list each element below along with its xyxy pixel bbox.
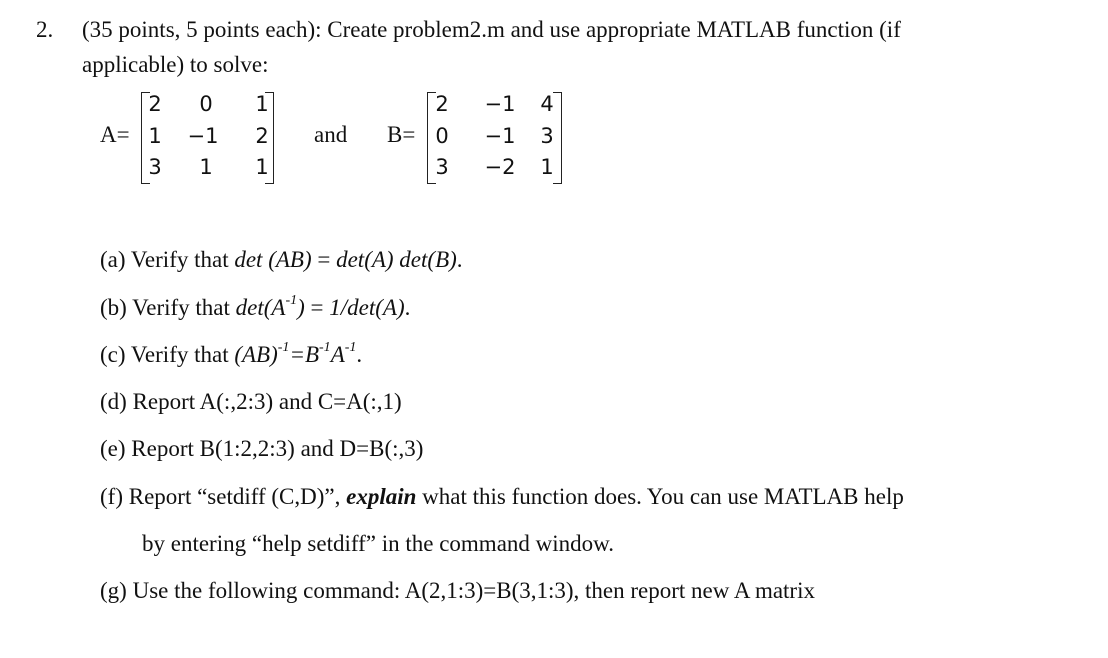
part-a-expr: det (AB) (234, 247, 312, 272)
matrix-b-cell: 4 (540, 92, 554, 116)
part-a (100, 247, 463, 273)
part-f-post: what this function does. You can use MATLAB help (416, 484, 904, 509)
part-c-end: . (356, 342, 363, 367)
matrix-a-cell: 1 (255, 92, 269, 116)
matrix-a-cell: 0 (199, 92, 213, 116)
matrix-b-cell: 2 (435, 92, 449, 116)
part-a-rhs: det(A) det(B) (336, 247, 457, 272)
matrix-a-cell: 1 (255, 155, 269, 179)
part-f (100, 484, 904, 510)
part-a-label: (a) (100, 247, 126, 272)
problem-heading-line2: applicable) to solve: (82, 52, 269, 77)
part-d (100, 389, 402, 415)
part-c (100, 342, 362, 368)
part-f-label: (f) (100, 484, 123, 509)
part-f-pre: Report “setdiff (C,D)”, (128, 484, 347, 509)
part-c-sup2: -1 (319, 340, 331, 356)
part-b-sup: -1 (285, 293, 298, 309)
part-e (100, 436, 423, 462)
part-c-label: (c) (100, 342, 126, 367)
part-c-sup1: -1 (277, 340, 290, 356)
part-b-expr-end: ) (297, 295, 305, 320)
part-c-mid: =B (289, 342, 320, 367)
part-f-bold: explain (346, 484, 417, 509)
part-a-end: . (456, 247, 463, 272)
part-b-label: (b) (100, 295, 127, 320)
matrix-b-cell: 3 (540, 124, 554, 148)
matrix-a-cell: 1 (148, 124, 162, 148)
matrix-a-cell: −1 (187, 124, 219, 148)
matrix-b-cell: 1 (540, 155, 554, 179)
part-b-pre: Verify that (132, 295, 236, 320)
matrix-a-label: A= (100, 122, 130, 147)
part-d-label: (d) (100, 389, 127, 414)
part-b-eq: = (304, 295, 330, 320)
matrix-b-cell: −2 (484, 155, 516, 179)
matrix-a-cell: 2 (148, 92, 162, 116)
and-connector: and (314, 122, 348, 147)
part-f-line2: by entering “help setdiff” in the command window. (142, 531, 615, 556)
part-c-expr: (AB) (234, 342, 278, 367)
part-b-rhs: 1/det(A) (329, 295, 405, 320)
matrix-b-label: B= (387, 122, 416, 147)
part-b-expr: det(A (235, 295, 286, 320)
matrix-b-cell: −1 (484, 92, 516, 116)
part-g (100, 578, 815, 604)
part-d-text: Report A(:,2:3) and C=A(:,1) (132, 389, 402, 414)
part-c-pre: Verify that (130, 342, 235, 367)
part-c-a: A (330, 342, 345, 367)
problem-number: 2. (36, 17, 54, 42)
matrix-a-cell: 2 (255, 124, 269, 148)
part-e-label: (e) (100, 436, 126, 461)
part-a-eq: = (311, 247, 337, 272)
matrix-a-cell: 3 (148, 155, 162, 179)
part-b-end: . (404, 295, 411, 320)
part-e-text: Report B(1:2,2:3) and D=B(:,3) (131, 436, 424, 461)
part-c-sup3: -1 (344, 340, 357, 356)
matrix-b (427, 89, 562, 185)
problem-heading-line1: (35 points, 5 points each): Create problem2.m and use appropriate MATLAB function (if (82, 17, 901, 42)
matrix-a (141, 89, 274, 185)
part-b (100, 295, 410, 321)
matrix-a-cell: 1 (199, 155, 213, 179)
part-g-label: (g) (100, 578, 127, 603)
matrix-b-cell: 0 (435, 124, 449, 148)
matrix-b-cell: −1 (484, 124, 516, 148)
part-a-pre: Verify that (130, 247, 235, 272)
part-g-text: Use the following command: A(2,1:3)=B(3,1:3), then report new A matrix (132, 578, 815, 603)
matrix-b-cell: 3 (435, 155, 449, 179)
